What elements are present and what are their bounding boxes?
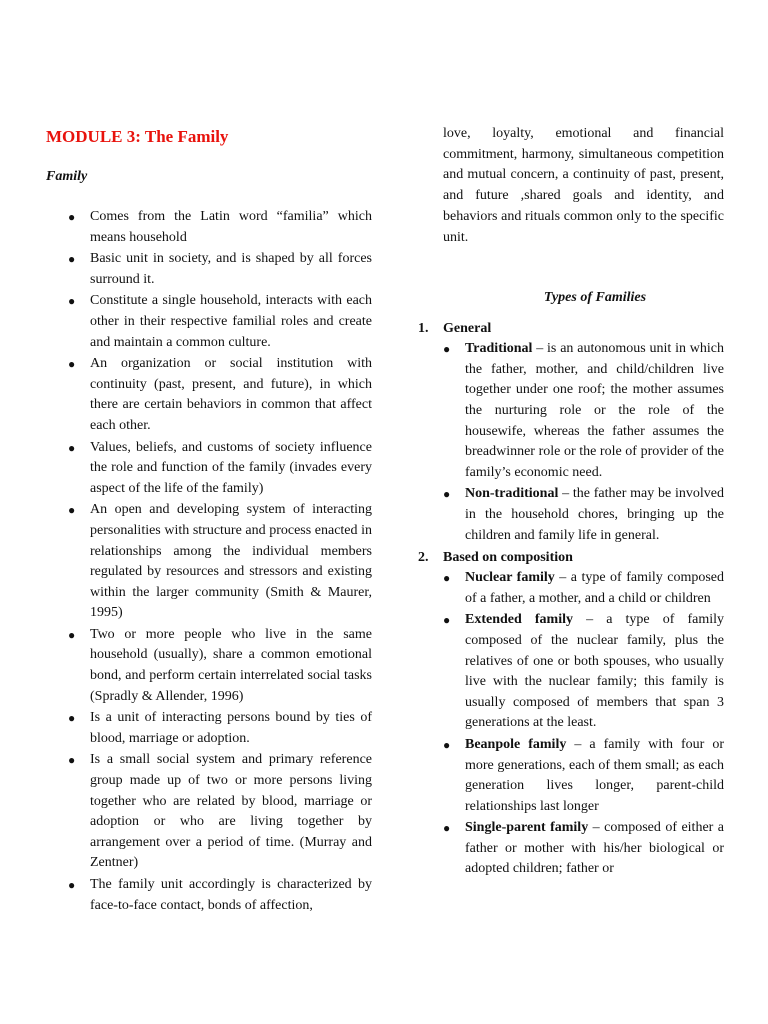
- bullet-icon: ●: [443, 487, 451, 502]
- bullet-icon: ●: [68, 503, 76, 518]
- group-title-text: Based on composition: [443, 550, 573, 566]
- group-general: [416, 318, 724, 546]
- list-item: ● The family unit accordingly is characterized by face-to-face contact, bonds of affection,: [68, 877, 372, 913]
- family-type-term: Nuclear family: [465, 570, 555, 586]
- bullet-icon: ●: [443, 342, 451, 357]
- family-type-term: Single-parent family: [465, 820, 589, 836]
- group-number: 1.: [418, 321, 429, 337]
- list-item: ● Single-parent family – composed of either a father or mother with his/her biological or adopted children; father or: [443, 820, 724, 877]
- group-title-text: General: [443, 321, 492, 337]
- list-item: ● Beanpole family – a family with four or more generations, each of them small; as each generation lives longer, parent-child relationships last longer: [443, 736, 724, 814]
- list-item: ● Non-traditional – the father may be involved in the household chores, bringing up the children and family life in general.: [443, 486, 724, 543]
- list-item: ● An open and developing system of interacting personalities with structure and process enacted in relationships among the individual members regulated by resources and stressors and existing within the larger community (Smith & Maurer, 1995): [68, 502, 372, 621]
- bullet-icon: ●: [68, 711, 76, 726]
- bullet-icon: ●: [68, 294, 76, 309]
- bullet-icon: ●: [443, 613, 451, 628]
- bullet-icon: ●: [443, 737, 451, 752]
- family-type-term: Extended family: [465, 612, 573, 628]
- family-type-term: Non-traditional: [465, 486, 559, 502]
- right-column: [416, 124, 724, 881]
- left-column: [46, 124, 372, 917]
- list-item: ● Constitute a single household, interacts with each other in their respective familial roles and create and maintain a common culture.: [68, 293, 372, 350]
- bullet-icon: ●: [68, 627, 76, 642]
- group-number: 2.: [418, 550, 429, 566]
- bullet-icon: ●: [68, 252, 76, 267]
- list-item: ● Is a unit of interacting persons bound by ties of blood, marriage or adoption.: [68, 710, 372, 746]
- bullet-icon: ●: [68, 357, 76, 372]
- list-item: ● Comes from the Latin word “familia” which means household: [68, 209, 372, 245]
- family-heading: Family: [46, 169, 88, 184]
- list-item: ● Traditional – is an autonomous unit in which the father, mother, and child/children live together under one roof; the mother assumes the nurturing role or the role of the housewife, whereas the father assumes the breadwinner role or the role of provider of the family’s economic need.: [443, 341, 724, 480]
- family-type-term: Beanpole family: [465, 736, 567, 752]
- list-item: ● Extended family – a type of family composed of the nuclear family, plus the relatives of one or both spouses, who usually live with the nuclear family; this family is usually composed of members that span 3 generations at the least.: [443, 612, 725, 731]
- bullet-icon: ●: [68, 878, 76, 892]
- module-title: MODULE 3: The Family: [46, 127, 229, 146]
- bullet-icon: ●: [68, 753, 76, 768]
- bullet-icon: ●: [443, 821, 451, 836]
- group-title: [416, 547, 724, 568]
- bullet-icon: ●: [68, 440, 76, 455]
- family-type-list: [416, 568, 724, 880]
- list-item: ● Is a small social system and primary reference group made up of two or more persons living together who are related by blood, marriage or adoption or who are living together by arrangement over a period of time. (Murray and Zentner): [68, 752, 372, 871]
- list-item: ● Values, beliefs, and customs of society influence the role and function of the family (invades every aspect of the life of the family): [68, 439, 372, 496]
- group-title: [416, 318, 724, 339]
- continuation-paragraph: love, loyalty, emotional and financial commitment, harmony, simultaneous competition and mutual concern, a continuity of past, present, and future ,shared goals and identity, and behaviors and rituals common only to the specific unit.: [443, 126, 724, 245]
- group-based-on-composition: [416, 547, 724, 880]
- family-type-term: Traditional: [465, 341, 533, 357]
- list-item: ● Basic unit in society, and is shaped by all forces surround it.: [68, 251, 372, 287]
- bullet-icon: ●: [68, 210, 76, 224]
- bullet-icon: ●: [443, 571, 451, 586]
- family-definition-list: [46, 207, 372, 916]
- list-item: ● Nuclear family – a type of family composed of a father, a mother, and a child or children: [443, 570, 725, 606]
- types-of-families-heading: Types of Families: [543, 290, 647, 306]
- family-type-list: [416, 339, 724, 546]
- list-item: ● Two or more people who live in the same household (usually), share a common emotional bond, and perform certain interrelated social tasks (Spradly & Allender, 1996): [68, 626, 372, 704]
- list-item: ● An organization or social institution with continuity (past, present, and future), in which there are certain behaviors in common that affect each other.: [68, 356, 372, 433]
